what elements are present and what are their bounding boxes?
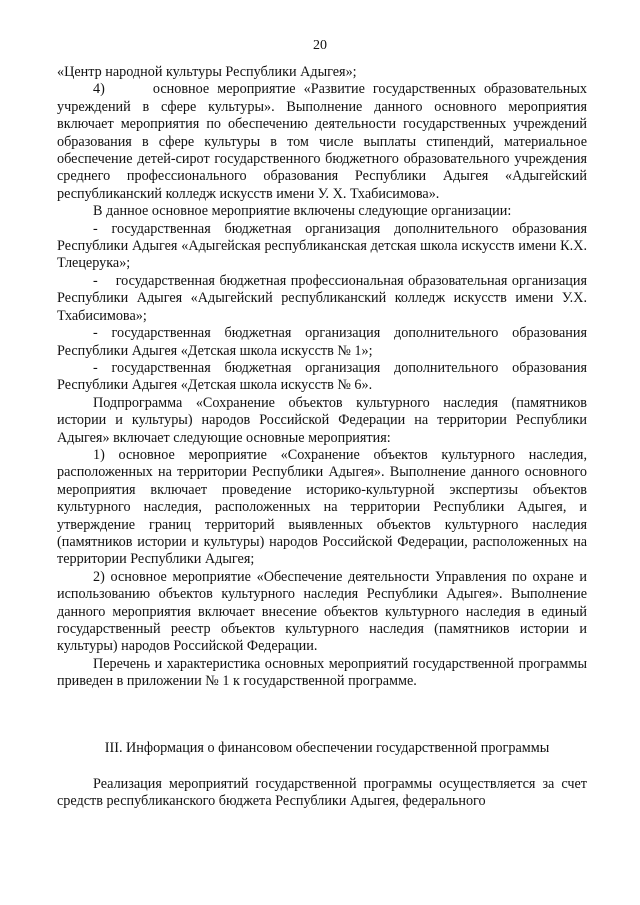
section-heading: III. Информация о финансовом обеспечении государственной программы: [104, 740, 550, 756]
list-item: - государственная бюджетная организация дополнительного образования Республики Адыгея «Детская школа искусств № 1»;: [57, 325, 587, 359]
list-item: - государственная бюджетная организация дополнительного образования Республики Адыгея «Детская школа искусств № 6».: [57, 359, 587, 394]
paragraph: 4) основное мероприятие «Развитие государственных образовательных учреждений в сфере культуры». Выполнение данного основного мероприятия включает мероприятия по обеспечению деятельности государственных учреждений образования в сфере культуры в том числе выплаты стипендий, материальное обеспечение детей-сирот государственного бюджетного образовательного учреждения среднего профессионального образования Республики Адыгея «Адыгейский республиканский колледж искусств имени У. Х. Тхабисимова».: [57, 81, 587, 202]
paragraph: «Центр народной культуры Республики Адыгея»;: [57, 64, 357, 80]
body-text: [57, 64, 587, 691]
paragraph: Подпрограмма «Сохранение объектов культурного наследия (памятников истории и культуры) народов Российской Федерации на территории Республики Адыгея» включает следующие основные мероприятия:: [57, 394, 587, 446]
paragraph: В данное основное мероприятие включены следующие организации:: [93, 203, 512, 220]
paragraph: Перечень и характеристика основных мероприятий государственной программы приведен в приложении № 1 к государственной программе.: [57, 655, 587, 690]
paragraph: 1) основное мероприятие «Сохранение объектов культурного наследия, расположенных на территории Республики Адыгея». Выполнение данного основного мероприятия включает проведение историко-культурной экспертизы объектов культурного наследия, расположенных на территории Республики Адыгея, и утверждение границ территорий выявленных объектов культурного наследия (памятников истории и культуры) народов Российской Федерации, расположенных на территории Республики Адыгея;: [57, 446, 587, 568]
page-number: 20: [313, 38, 327, 53]
paragraph: 2) основное мероприятие «Обеспечение деятельности Управления по охране и использованию объектов культурного наследия Республики Адыгея». Выполнение данного мероприятия включает внесение объектов культурного наследия в единый государственный реестр объектов культурного наследия (памятников истории и культуры) народов Российской Федерации.: [57, 568, 587, 655]
paragraph: Реализация мероприятий государственной программы осуществляется за счет средств республиканского бюджета Республики Адыгея, федерального: [57, 776, 587, 810]
tail-text: [57, 776, 587, 811]
list-item: - государственная бюджетная организация дополнительного образования Республики Адыгея «Адыгейская республиканская детская школа искусств имени К.Х. Тлецерука»;: [57, 220, 587, 272]
list-item: - государственная бюджетная профессиональная образовательная организация Республики Адыгея «Адыгейский республиканский колледж искусств имени У.Х. Тхабисимова»;: [57, 272, 587, 324]
